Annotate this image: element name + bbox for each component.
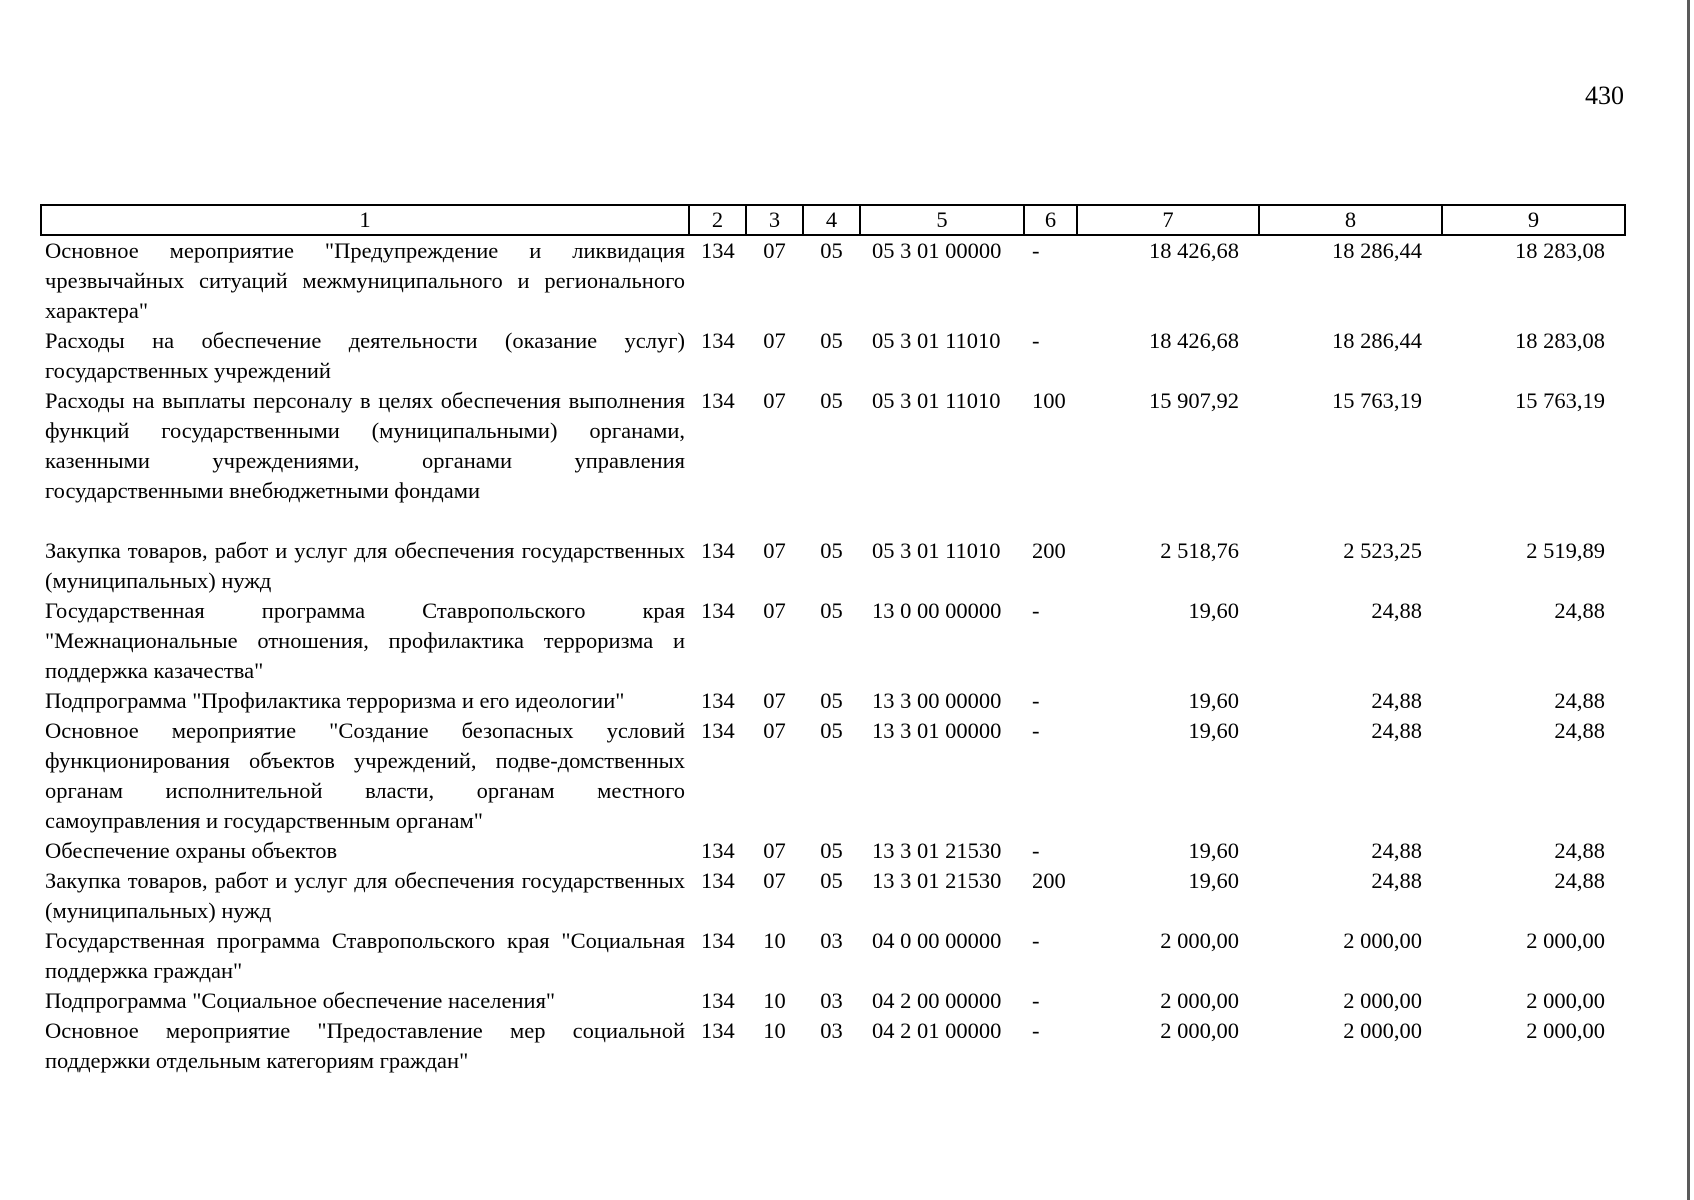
- cell-col-7: 19,60: [1188, 868, 1239, 893]
- cell-col-6: -: [1032, 988, 1040, 1013]
- cell-col-2: 134: [701, 838, 735, 863]
- cell-col-7: 18 426,68: [1149, 238, 1239, 263]
- cell-col-5: 13 3 01 00000: [872, 718, 1002, 743]
- cell-col-4: 05: [820, 598, 843, 623]
- cell-col-5: 05 3 01 11010: [872, 388, 1001, 413]
- cell-col-4: 03: [820, 1018, 843, 1043]
- header-col-3: 3: [746, 205, 803, 235]
- cell-col-8: 18 286,44: [1332, 238, 1422, 263]
- table-row: [41, 836, 1625, 866]
- row-name: Основное мероприятие "Создание безопасных условий функционирования объектов учреждений, подве-домственных органам исполнительной власти, органам местного самоуправления и государственным органам": [45, 718, 685, 833]
- cell-col-7: 19,60: [1188, 688, 1239, 713]
- cell-col-4: 03: [820, 928, 843, 953]
- cell-col-9: 24,88: [1554, 868, 1605, 893]
- cell-col-9: 2 000,00: [1526, 928, 1605, 953]
- row-name: Подпрограмма "Профилактика терроризма и его идеологии": [45, 688, 625, 713]
- row-name: Расходы на выплаты персоналу в целях обеспечения выполнения функций государственными (муниципальными) органами, казенными учреждениями, органами управления государственными внебюджетными фондами: [45, 388, 685, 503]
- cell-col-8: 2 523,25: [1343, 538, 1422, 563]
- cell-col-3: 07: [763, 688, 786, 713]
- header-col-1: 1: [41, 205, 689, 235]
- cell-col-2: 134: [701, 928, 735, 953]
- cell-col-5: 05 3 01 11010: [872, 538, 1001, 563]
- cell-col-4: 03: [820, 988, 843, 1013]
- cell-col-9: 24,88: [1554, 598, 1605, 623]
- cell-col-3: 10: [763, 928, 786, 953]
- cell-col-7: 2 000,00: [1160, 928, 1239, 953]
- cell-col-6: 200: [1032, 868, 1066, 893]
- cell-col-2: 134: [701, 1018, 735, 1043]
- header-col-5: 5: [860, 205, 1024, 235]
- header-col-6: 6: [1024, 205, 1077, 235]
- cell-col-5: 04 2 00 00000: [872, 988, 1002, 1013]
- header-col-4: 4: [803, 205, 860, 235]
- cell-col-6: -: [1032, 688, 1040, 713]
- table-row: [41, 1016, 1625, 1076]
- cell-col-7: 18 426,68: [1149, 328, 1239, 353]
- cell-col-5: 05 3 01 00000: [872, 238, 1002, 263]
- cell-col-3: 10: [763, 988, 786, 1013]
- cell-col-8: 2 000,00: [1343, 928, 1422, 953]
- cell-col-4: 05: [820, 838, 843, 863]
- cell-col-4: 05: [820, 328, 843, 353]
- cell-col-3: 07: [763, 868, 786, 893]
- row-name: Закупка товаров, работ и услуг для обеспечения государственных (муниципальных) нужд: [45, 538, 685, 593]
- cell-col-5: 05 3 01 11010: [872, 328, 1001, 353]
- table-row: [41, 386, 1625, 536]
- cell-col-2: 134: [701, 688, 735, 713]
- table-row: [41, 926, 1625, 986]
- cell-col-3: 07: [763, 598, 786, 623]
- cell-col-2: 134: [701, 538, 735, 563]
- cell-col-3: 07: [763, 538, 786, 563]
- row-name: Государственная программа Ставропольского края "Социальная поддержка граждан": [45, 928, 685, 983]
- cell-col-6: 200: [1032, 538, 1066, 563]
- header-row: [41, 205, 1625, 235]
- cell-col-5: 13 0 00 00000: [872, 598, 1002, 623]
- table-row: [41, 866, 1625, 926]
- table-row: [41, 536, 1625, 596]
- cell-col-3: 07: [763, 238, 786, 263]
- cell-col-8: 24,88: [1371, 868, 1422, 893]
- cell-col-9: 24,88: [1554, 838, 1605, 863]
- cell-col-9: 18 283,08: [1515, 328, 1605, 353]
- cell-col-2: 134: [701, 388, 735, 413]
- header-col-8: 8: [1259, 205, 1442, 235]
- table-header: [41, 205, 1625, 235]
- cell-col-3: 07: [763, 388, 786, 413]
- table-row: [41, 986, 1625, 1016]
- cell-col-6: -: [1032, 328, 1040, 353]
- table-row: [41, 326, 1625, 386]
- cell-col-4: 05: [820, 538, 843, 563]
- cell-col-7: 2 000,00: [1160, 988, 1239, 1013]
- cell-col-8: 18 286,44: [1332, 328, 1422, 353]
- cell-col-5: 13 3 01 21530: [872, 868, 1002, 893]
- cell-col-2: 134: [701, 718, 735, 743]
- cell-col-8: 2 000,00: [1343, 988, 1422, 1013]
- cell-col-9: 2 000,00: [1526, 1018, 1605, 1043]
- cell-col-8: 24,88: [1371, 838, 1422, 863]
- cell-col-9: 18 283,08: [1515, 238, 1605, 263]
- table-body: [41, 235, 1625, 1076]
- cell-col-9: 15 763,19: [1515, 388, 1605, 413]
- cell-col-3: 10: [763, 1018, 786, 1043]
- cell-col-6: -: [1032, 1018, 1040, 1043]
- cell-col-9: 24,88: [1554, 718, 1605, 743]
- header-col-9: 9: [1442, 205, 1625, 235]
- cell-col-2: 134: [701, 988, 735, 1013]
- cell-col-9: 2 519,89: [1526, 538, 1605, 563]
- cell-col-6: -: [1032, 718, 1040, 743]
- cell-col-2: 134: [701, 328, 735, 353]
- table-row: [41, 686, 1625, 716]
- cell-col-3: 07: [763, 718, 786, 743]
- row-name: Обеспечение охраны объектов: [45, 838, 338, 863]
- cell-col-4: 05: [820, 688, 843, 713]
- cell-col-6: -: [1032, 598, 1040, 623]
- cell-col-8: 2 000,00: [1343, 1018, 1422, 1043]
- cell-col-2: 134: [701, 598, 735, 623]
- cell-col-4: 05: [820, 388, 843, 413]
- row-name: Основное мероприятие "Предупреждение и ликвидация чрезвычайных ситуаций межмуниципального и регионального характера": [45, 238, 685, 323]
- cell-col-7: 2 518,76: [1160, 538, 1239, 563]
- cell-col-8: 24,88: [1371, 598, 1422, 623]
- cell-col-7: 15 907,92: [1149, 388, 1239, 413]
- header-col-2: 2: [689, 205, 746, 235]
- page-number: 430: [1585, 81, 1624, 110]
- row-name: Государственная программа Ставропольского края "Межнациональные отношения, профилактика терроризма и поддержка казачества": [45, 598, 685, 683]
- cell-col-9: 24,88: [1554, 688, 1605, 713]
- row-name: Подпрограмма "Социальное обеспечение населения": [45, 988, 556, 1013]
- scan-page-edge: [1687, 0, 1690, 1200]
- cell-col-8: 24,88: [1371, 718, 1422, 743]
- cell-col-9: 2 000,00: [1526, 988, 1605, 1013]
- cell-col-3: 07: [763, 328, 786, 353]
- row-name: Закупка товаров, работ и услуг для обеспечения государственных (муниципальных) нужд: [45, 868, 685, 923]
- cell-col-2: 134: [701, 238, 735, 263]
- cell-col-7: 2 000,00: [1160, 1018, 1239, 1043]
- cell-col-6: -: [1032, 928, 1040, 953]
- cell-col-6: -: [1032, 238, 1040, 263]
- cell-col-4: 05: [820, 868, 843, 893]
- cell-col-2: 134: [701, 868, 735, 893]
- table-row: [41, 235, 1625, 326]
- cell-col-5: 04 0 00 00000: [872, 928, 1002, 953]
- cell-col-8: 24,88: [1371, 688, 1422, 713]
- cell-col-6: 100: [1032, 388, 1066, 413]
- row-name: Основное мероприятие "Предоставление мер социальной поддержки отдельным категориям граждан": [45, 1018, 685, 1073]
- cell-col-8: 15 763,19: [1332, 388, 1422, 413]
- table-row: [41, 716, 1625, 836]
- cell-col-5: 13 3 01 21530: [872, 838, 1002, 863]
- budget-table: [40, 204, 1626, 1076]
- cell-col-7: 19,60: [1188, 718, 1239, 743]
- cell-col-5: 04 2 01 00000: [872, 1018, 1002, 1043]
- cell-col-3: 07: [763, 838, 786, 863]
- cell-col-5: 13 3 00 00000: [872, 688, 1002, 713]
- cell-col-4: 05: [820, 718, 843, 743]
- table-row: [41, 596, 1625, 686]
- header-col-7: 7: [1077, 205, 1259, 235]
- row-name: Расходы на обеспечение деятельности (оказание услуг) государственных учреждений: [45, 328, 685, 383]
- cell-col-4: 05: [820, 238, 843, 263]
- cell-col-7: 19,60: [1188, 598, 1239, 623]
- cell-col-7: 19,60: [1188, 838, 1239, 863]
- cell-col-6: -: [1032, 838, 1040, 863]
